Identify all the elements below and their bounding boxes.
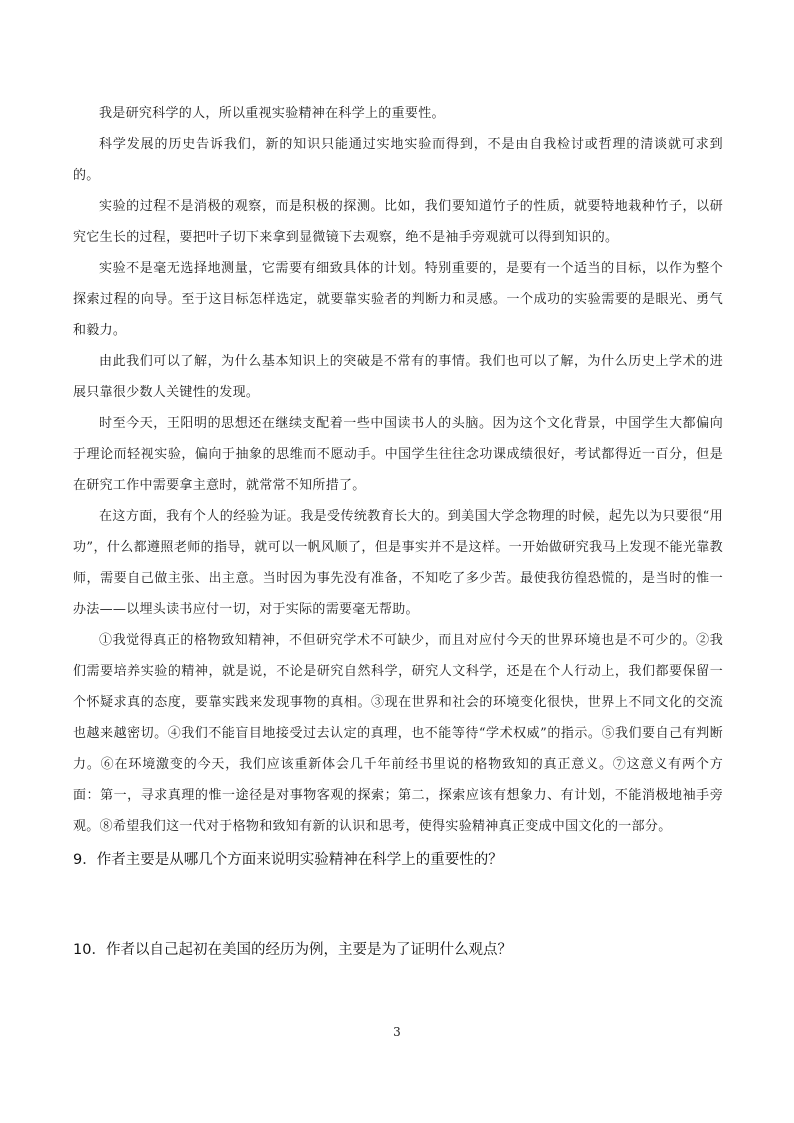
article-body [73,98,723,962]
paragraph-3: 实验的过程不是消极的观察，而是积极的探测。比如，我们要知道竹子的性质，就要特地栽种竹子，以研究它生长的过程，要把叶子切下来拿到显微镜下去观察，绝不是袖手旁观就可以得到知识的。 [73,199,723,245]
question-9: 9．作者主要是从哪几个方面来说明实验精神在科学上的重要性的？ [73,852,503,868]
paragraph-8: ①我觉得真正的格物致知精神，不但研究学术不可缺少，而且对应付今天的世界环境也是不可少的。②我们需要培养实验的精神，就是说，不论是研究自然科学，研究人文科学，还是在个人行动上，我们都要保留一个怀疑求真的态度，要靠实践来发现事物的真相。③现在世界和社会的环境变化很快，世界上不同文化的交流也越来越密切。④我们不能盲目地接受过去认定的真理，也不能等待“学术权威”的指示。⑤我们要自己有判断力。⑥在环境激变的今天，我们应该重新体会几千年前经书里说的格物致知的真正意义。⑦这意义有两个方面：第一，寻求真理的惟一途径是对事物客观的探索；第二，探索应该有想象力、有计划，不能消极地袖手旁观。⑧希望我们这一代对于格物和致知有新的认识和思考，使得实验精神真正变成中国文化的一部分。 [73,633,723,834]
page-number: 3 [393,1025,401,1039]
paragraph-1: 我是研究科学的人，所以重视实验精神在科学上的重要性。 [99,106,445,121]
paragraph-6: 时至今天，王阳明的思想还在继续支配着一些中国读书人的头脑。因为这个文化背景，中国学生大都偏向于理论而轻视实验，偏向于抽象的思维而不愿动手。中国学生往往念功课成绩很好，考试都得近一百分，但是在研究工作中需要拿主意时，就常常不知所措了。 [73,416,723,493]
paragraph-7: 在这方面，我有个人的经验为证。我是受传统教育长大的。到美国大学念物理的时候，起先以为只要很“用功”，什么都遵照老师的指导，就可以一帆风顺了，但是事实并不是这样。一开始做研究我马上发现不能光靠教师，需要自己做主张、出主意。当时因为事先没有准备，不知吃了多少苦。最使我彷徨恐慌的，是当时的惟一办法——以埋头读书应付一切，对于实际的需要毫无帮助。 [73,509,723,617]
paragraph-2: 科学发展的历史告诉我们，新的知识只能通过实地实验而得到，不是由自我检讨或哲理的清谈就可求到的。 [73,137,723,183]
paragraph-4: 实验不是毫无选择地测量，它需要有细致具体的计划。特别重要的，是要有一个适当的目标，以作为整个探索过程的向导。至于这目标怎样选定，就要靠实验者的判断力和灵感。一个成功的实验需要的是眼光、勇气和毅力。 [73,261,723,338]
question-10: 10．作者以自己起初在美国的经历为例，主要是为了证明什么观点？ [73,942,512,958]
paragraph-5: 由此我们可以了解，为什么基本知识上的突破是不常有的事情。我们也可以了解，为什么历史上学术的进展只靠很少数人关键性的发现。 [73,354,723,400]
